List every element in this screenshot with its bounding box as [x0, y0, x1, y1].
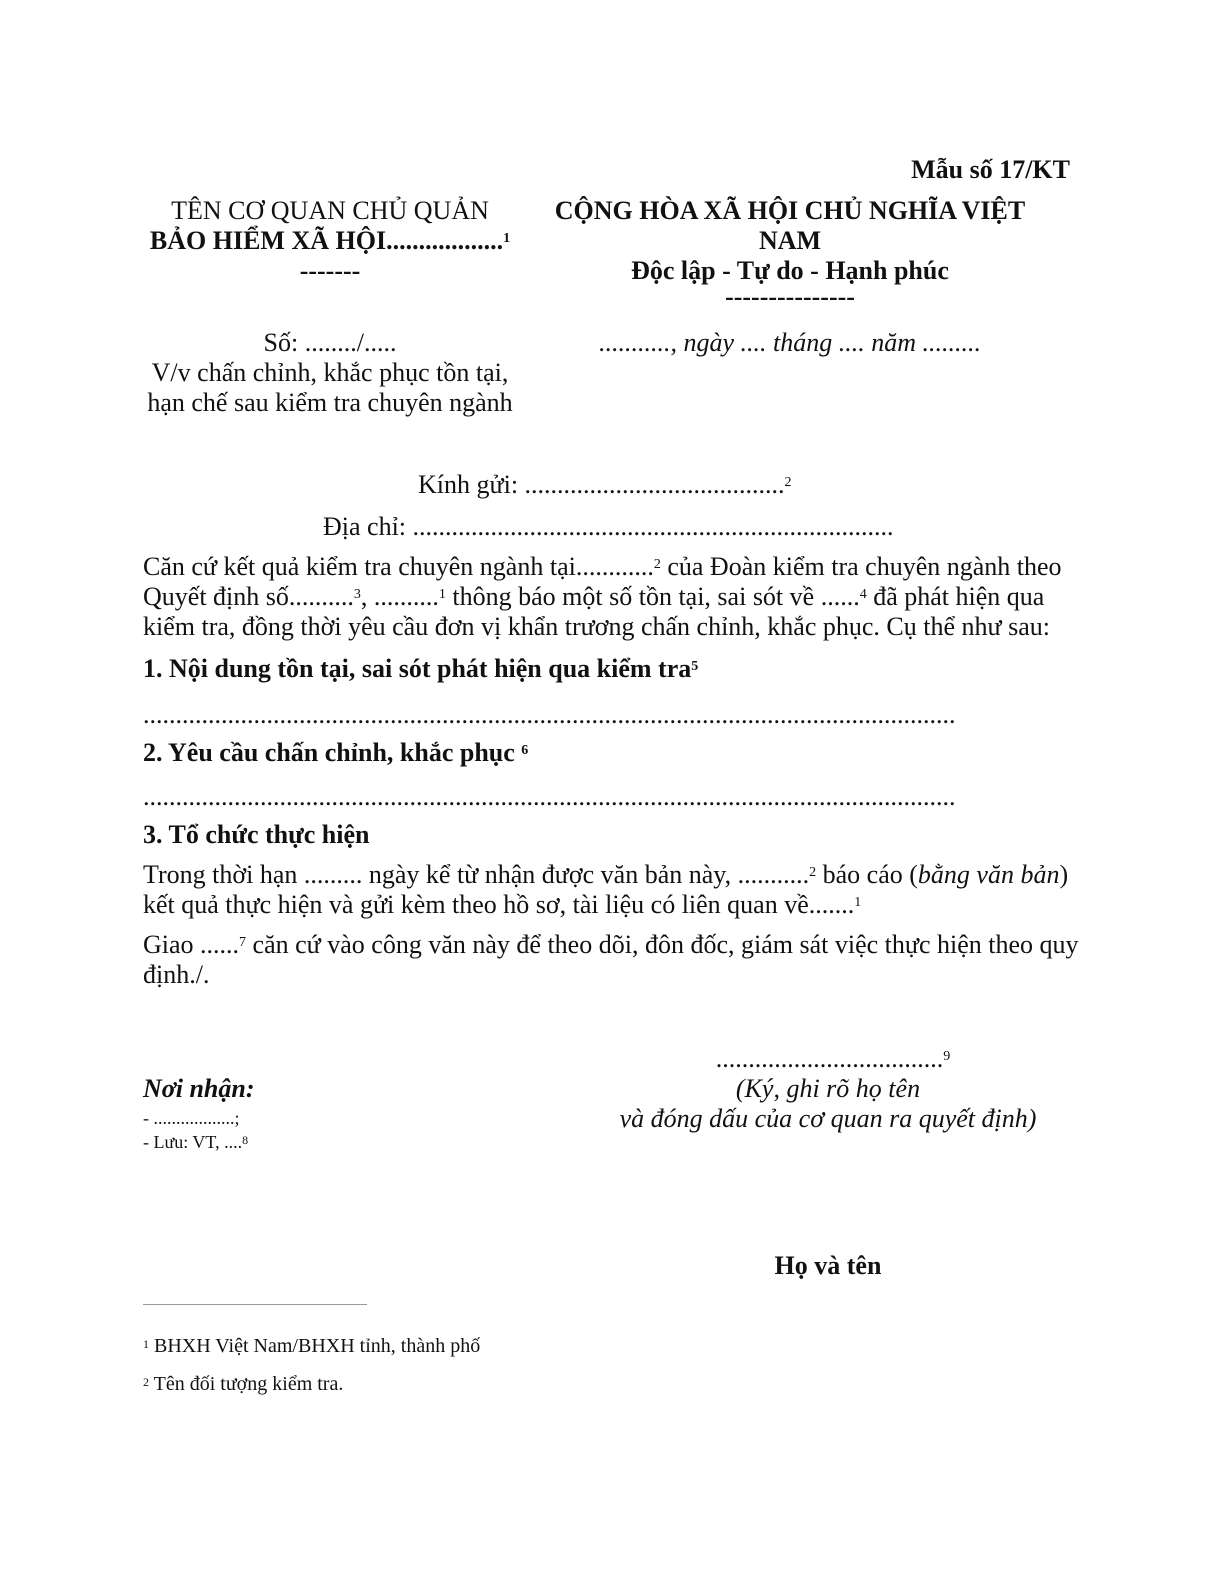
recipients-title: Nơi nhận: [143, 1074, 255, 1103]
intro-footnote-2: 3 [353, 587, 361, 602]
assign-footnote-1: 7 [239, 935, 247, 950]
agency-name-text: BẢO HIỂM XÃ HỘI.................. [149, 226, 504, 255]
footnote-2-number: 2 [143, 1375, 149, 1389]
agency-name [120, 226, 540, 256]
signature-instruction-2: và đóng dấu của cơ quan ra quyết định) [619, 1104, 1037, 1133]
document-reference [120, 328, 540, 418]
section-1-title [143, 654, 1083, 684]
signer-title-dots: ................................... [715, 1044, 944, 1073]
intro-footnote-3: 1 [438, 587, 446, 602]
country-name-line1: CỘNG HÒA XÃ HỘI CHỦ NGHĨA VIỆT [554, 196, 1026, 225]
national-header-divider: --------------- [725, 282, 855, 311]
footnote-2-text: Tên đối tượng kiểm tra. [149, 1373, 344, 1395]
parent-agency: TÊN CƠ QUAN CHỦ QUẢN [171, 196, 489, 225]
organization-paragraph [143, 860, 1083, 920]
intro-paragraph [143, 552, 1083, 642]
section-1-footnote: 5 [691, 659, 699, 674]
form-number: Mẫu số 17/KT [911, 155, 1070, 184]
recipients-line-2 [143, 1130, 255, 1154]
assign-text-1: Giao ...... [143, 930, 240, 959]
section-2-title [143, 738, 1083, 768]
intro-footnote-1: 2 [653, 557, 661, 572]
agency-name-footnote: 1 [503, 231, 511, 246]
section-2-title-text: 2. Yêu cầu chấn chỉnh, khắc phục [143, 738, 522, 767]
intro-text-5: đã phát hiện qua kiểm tra, đồng thời yêu cầu đơn vị khẩn trương chấn chỉnh, khắc phục. Cụ thể như sau: [143, 582, 1051, 641]
address-line: Địa chỉ: .......................................................................... [323, 512, 894, 541]
intro-text-3: , .......... [360, 582, 439, 611]
section-2-footnote: 6 [521, 743, 529, 758]
recipients-storage-text: - Lưu: VT, .... [143, 1132, 243, 1152]
footnote-1-text: BHXH Việt Nam/BHXH tỉnh, thành phố [149, 1335, 481, 1357]
section-1-content-placeholder: ............................................................................................................................. [143, 700, 956, 729]
org-footnote-1: 2 [809, 865, 817, 880]
section-3-title: 3. Tổ chức thực hiện [143, 820, 370, 849]
signer-footnote: 9 [943, 1049, 951, 1064]
assign-text-2: căn cứ vào công văn này để theo dõi, đôn đốc, giám sát việc thực hiện theo quy định./. [143, 930, 1079, 989]
section-1-title-text: 1. Nội dung tồn tại, sai sót phát hiện qua kiểm tra [143, 654, 692, 683]
document-number: Số: ......../..... [263, 328, 397, 357]
intro-text-4: thông báo một số tồn tại, sai sót về ...... [445, 582, 860, 611]
date-line: ..........., ngày .... tháng .... năm ......... [598, 328, 982, 357]
org-footnote-2: 1 [854, 895, 862, 910]
org-text-2: báo cáo ( [816, 860, 918, 889]
footnote-1-number: 1 [143, 1337, 149, 1351]
motto: Độc lập - Tự do - Hạnh phúc [631, 256, 949, 285]
intro-footnote-4: 4 [859, 587, 867, 602]
signer-name: Họ và tên [774, 1251, 882, 1280]
recipient-label: Kính gửi: ........................................ [418, 470, 785, 499]
signer-title-placeholder [600, 1044, 1056, 1074]
signature-instruction-1: (Ký, ghi rõ họ tên [735, 1074, 921, 1103]
subject-line-2: hạn chế sau kiểm tra chuyên ngành [147, 388, 513, 417]
footnote-2 [143, 1372, 343, 1396]
country-name-line2: NAM [758, 226, 822, 255]
recipient-line [418, 470, 792, 500]
assignment-paragraph [143, 930, 1083, 990]
left-header [120, 196, 540, 286]
footnote-1 [143, 1334, 480, 1358]
signature-block [600, 1044, 1056, 1134]
footnote-separator [143, 1304, 367, 1305]
recipients-footnote: 8 [242, 1133, 249, 1147]
org-text-1: Trong thời hạn ......... ngày kể từ nhận được văn bản này, ........... [143, 860, 810, 889]
recipient-footnote: 2 [784, 475, 792, 490]
left-header-divider: ------- [299, 256, 361, 285]
recipients-block [143, 1074, 255, 1154]
subject-line-1: V/v chấn chỉnh, khắc phục tồn tại, [151, 358, 509, 387]
section-2-content-placeholder: ............................................................................................................................. [143, 782, 956, 811]
org-text-3: ) kết quả thực hiện và gửi kèm theo hồ sơ, tài liệu có liên quan về....... [143, 860, 1069, 919]
national-header [540, 196, 1040, 311]
org-text-italic: bằng văn bản [917, 860, 1060, 889]
intro-text-2: của Đoàn kiểm tra chuyên ngành theo Quyết định số.......... [143, 552, 1062, 611]
recipients-line-1: - ..................; [143, 1108, 240, 1128]
intro-text-1: Căn cứ kết quả kiểm tra chuyên ngành tại............ [143, 552, 654, 581]
